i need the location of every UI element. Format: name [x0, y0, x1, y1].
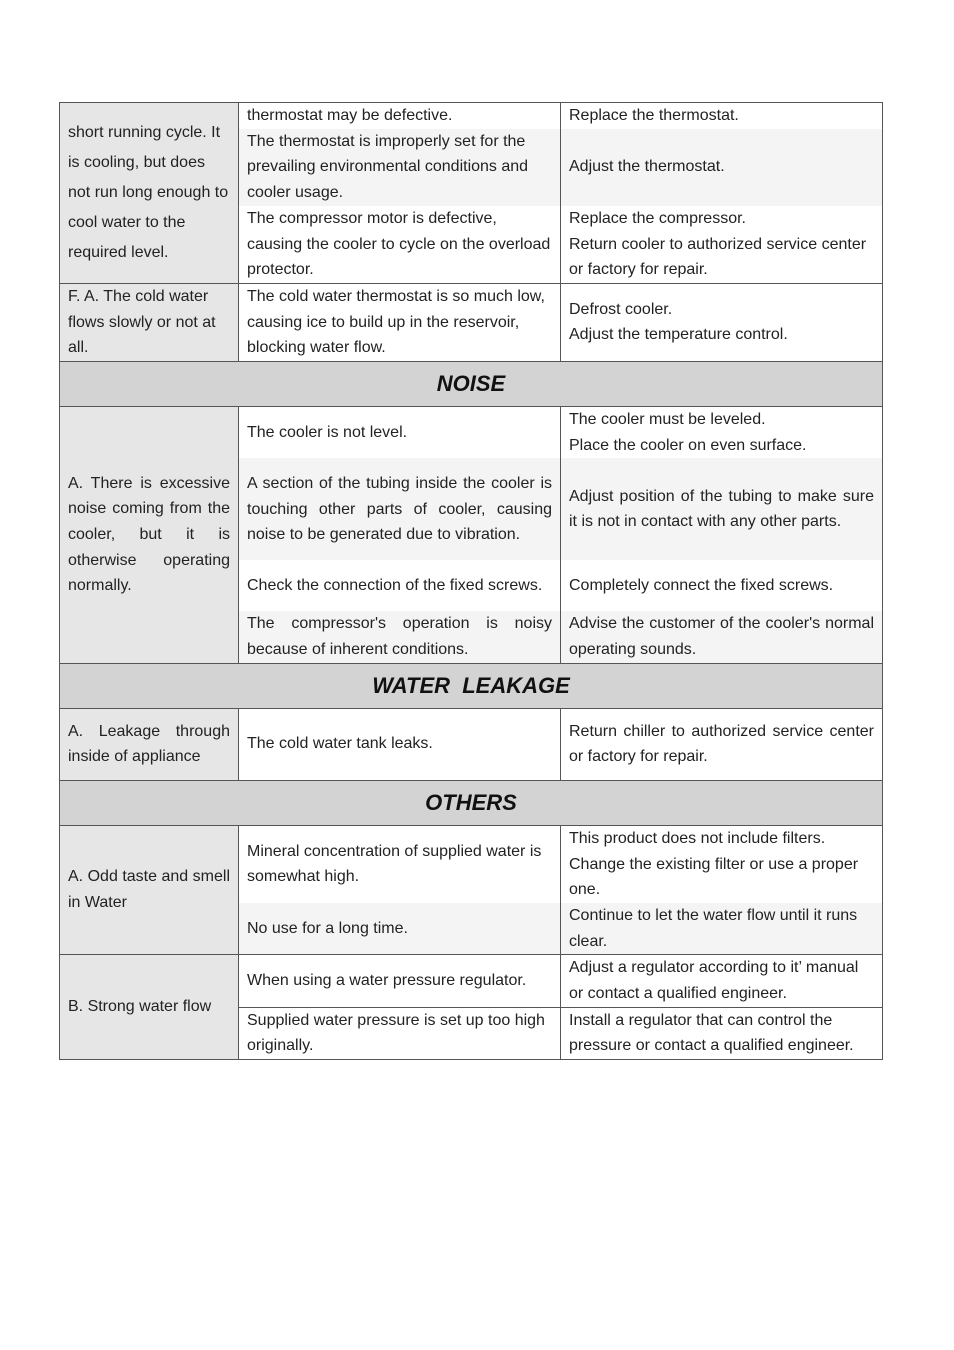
section-title-noise: NOISE [60, 362, 883, 407]
remedy-cell: This product does not include filters. Change the existing filter or use a proper one. [561, 825, 883, 903]
symptom-cell: short running cycle. It is cooling, but does not run long enough to cool water to the required level. [60, 103, 239, 284]
remedy-cell: Adjust a regulator according to it’ manual or contact a qualified engineer. [561, 955, 883, 1007]
table-row [60, 283, 883, 361]
table-row [60, 103, 883, 129]
table-row [60, 407, 883, 459]
section-header-row [60, 780, 883, 825]
symptom-cell: B. Strong water flow [60, 955, 239, 1060]
section-header-row [60, 663, 883, 708]
cause-cell: The compressor motor is defective, causing the cooler to cycle on the overload protector. [239, 206, 561, 284]
remedy-cell: Advise the customer of the cooler's normal operating sounds. [561, 611, 883, 663]
remedy-cell: Replace the compressor. Return cooler to authorized service center or factory for repair. [561, 206, 883, 284]
remedy-cell: Continue to let the water flow until it runs clear. [561, 903, 883, 955]
symptom-cell: A. Leakage through inside of appliance [60, 708, 239, 780]
remedy-cell: The cooler must be leveled. Place the cooler on even surface. [561, 407, 883, 459]
cause-cell: The thermostat is improperly set for the prevailing environmental conditions and cooler usage. [239, 129, 561, 206]
remedy-cell: Adjust the thermostat. [561, 129, 883, 206]
cause-cell: Mineral concentration of supplied water is somewhat high. [239, 825, 561, 903]
table-row [60, 708, 883, 780]
table-row [60, 825, 883, 903]
cause-cell: The cooler is not level. [239, 407, 561, 459]
symptom-cell: A. There is excessive noise coming from the cooler, but it is otherwise operating normally. [60, 407, 239, 664]
cause-cell: thermostat may be defective. [239, 103, 561, 129]
remedy-cell: Adjust position of the tubing to make sure it is not in contact with any other parts. [561, 458, 883, 560]
table-row [60, 955, 883, 1007]
cause-cell: A section of the tubing inside the cooler is touching other parts of cooler, causing noise to be generated due to vibration. [239, 458, 561, 560]
section-title-water-leakage: WATER LEAKAGE [60, 663, 883, 708]
cause-cell: The cold water thermostat is so much low, causing ice to build up in the reservoir, blocking water flow. [239, 283, 561, 361]
remedy-cell: Replace the thermostat. [561, 103, 883, 129]
symptom-cell: A. Odd taste and smell in Water [60, 825, 239, 955]
cause-cell: No use for a long time. [239, 903, 561, 955]
remedy-cell: Return chiller to authorized service center or factory for repair. [561, 708, 883, 780]
section-header-row [60, 362, 883, 407]
remedy-cell: Defrost cooler. Adjust the temperature control. [561, 283, 883, 361]
cause-cell: The cold water tank leaks. [239, 708, 561, 780]
cause-cell: Supplied water pressure is set up too high originally. [239, 1007, 561, 1059]
cause-cell: The compressor's operation is noisy because of inherent conditions. [239, 611, 561, 663]
remedy-cell: Install a regulator that can control the pressure or contact a qualified engineer. [561, 1007, 883, 1059]
cause-cell: When using a water pressure regulator. [239, 955, 561, 1007]
cause-cell: Check the connection of the fixed screws. [239, 560, 561, 611]
symptom-cell: F. A. The cold water flows slowly or not at all. [60, 283, 239, 361]
remedy-cell: Completely connect the fixed screws. [561, 560, 883, 611]
section-title-others: OTHERS [60, 780, 883, 825]
troubleshooting-table [59, 102, 883, 1060]
